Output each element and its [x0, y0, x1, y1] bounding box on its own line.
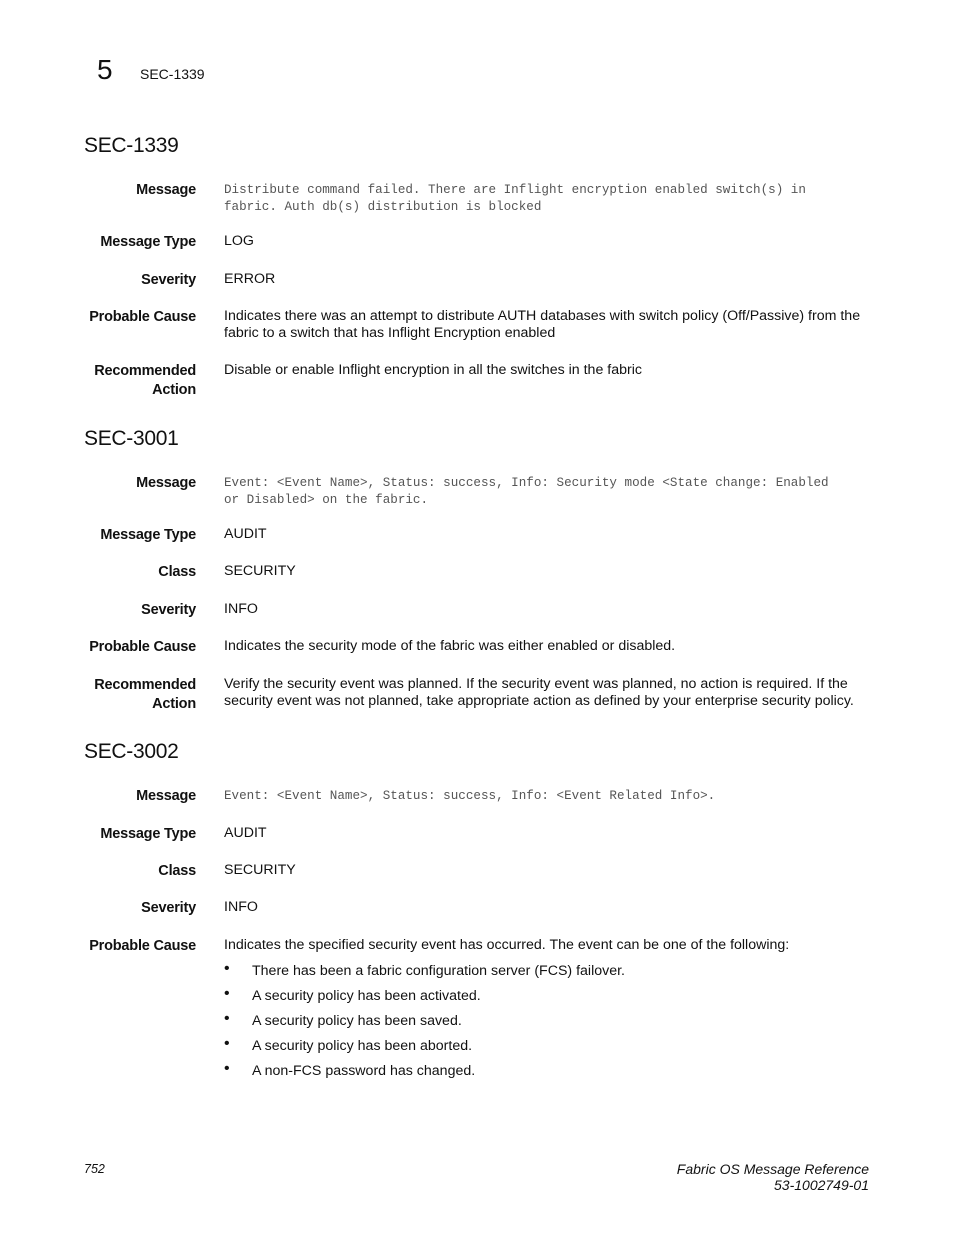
doc-number: 53-1002749-01: [774, 1177, 869, 1193]
bullet-icon: •: [224, 1010, 230, 1027]
message-value: [224, 182, 869, 216]
doc-title: Fabric OS Message Reference: [676, 1161, 869, 1177]
list-item-text: A security policy has been activated.: [252, 988, 481, 1004]
severity-label: Severity: [141, 272, 196, 288]
section-title: SEC-1339: [84, 134, 179, 157]
recommended-action-label: [60, 676, 196, 714]
severity-value: ERROR: [224, 271, 276, 287]
section-title: SEC-3001: [84, 427, 179, 450]
list-item: [224, 985, 864, 1013]
message-type-value: AUDIT: [224, 825, 267, 841]
recommended-action-value: [224, 676, 869, 710]
bullet-icon: •: [224, 1035, 230, 1052]
label-line: Action: [152, 696, 196, 712]
message-label: Message: [136, 182, 196, 198]
severity-value: INFO: [224, 601, 258, 617]
probable-cause-label: Probable Cause: [89, 938, 196, 954]
message-type-label: Message Type: [100, 234, 196, 250]
bullet-icon: •: [224, 985, 230, 1002]
recommended-action-value: [224, 362, 869, 379]
chapter-number: 5: [97, 54, 113, 85]
list-item-text: There has been a fabric configuration server (FCS) failover.: [252, 963, 625, 979]
list-item: [224, 960, 864, 988]
severity-value: INFO: [224, 899, 258, 915]
message-label: Message: [136, 475, 196, 491]
list-item: [224, 1035, 864, 1063]
bullet-icon: •: [224, 960, 230, 977]
message-line: Event: <Event Name>, Status: success, Info: Security mode <State change: Enabled: [224, 476, 829, 490]
message-value: [224, 788, 869, 805]
list-item: [224, 1010, 864, 1038]
running-title: SEC-1339: [140, 66, 205, 82]
cause-line: Indicates the specified security event has occurred. The event can be one of the following:: [224, 937, 790, 953]
label-line: Recommended: [94, 363, 196, 379]
class-label: Class: [158, 863, 196, 879]
message-type-label: Message Type: [100, 527, 196, 543]
label-line: Action: [152, 382, 196, 398]
action-line: Disable or enable Inflight encryption in all the switches in the fabric: [224, 362, 642, 378]
message-type-value: AUDIT: [224, 526, 267, 542]
action-line: Verify the security event was planned. If the security event was planned, no action is required. If the: [224, 676, 848, 692]
list-item-text: A non-FCS password has changed.: [252, 1063, 476, 1079]
message-type-value: LOG: [224, 233, 254, 249]
list-item: [224, 1060, 864, 1088]
probable-cause-value: [224, 638, 869, 655]
message-line: fabric. Auth db(s) distribution is blocked: [224, 200, 542, 214]
message-value: [224, 475, 869, 509]
message-line: Event: <Event Name>, Status: success, Info: <Event Related Info>.: [224, 789, 716, 803]
cause-bullet-list: [224, 960, 864, 1088]
action-line: security event was not planned, take appropriate action as defined by your enterprise security policy.: [224, 693, 854, 709]
bullet-icon: •: [224, 1060, 230, 1077]
page-number: 752: [84, 1162, 105, 1176]
severity-label: Severity: [141, 900, 196, 916]
class-value: SECURITY: [224, 862, 296, 878]
doc-info: [677, 1161, 869, 1193]
probable-cause-value: [224, 937, 869, 954]
recommended-action-label: [60, 362, 196, 400]
class-value: SECURITY: [224, 563, 296, 579]
message-type-label: Message Type: [100, 826, 196, 842]
cause-line: Indicates the security mode of the fabric was either enabled or disabled.: [224, 638, 676, 654]
message-line: Distribute command failed. There are Inflight encryption enabled switch(s) in: [224, 183, 806, 197]
message-label: Message: [136, 788, 196, 804]
message-line: or Disabled> on the fabric.: [224, 493, 429, 507]
probable-cause-value: [224, 308, 869, 342]
cause-line: fabric to a switch that has Inflight Encryption enabled: [224, 325, 556, 341]
class-label: Class: [158, 564, 196, 580]
probable-cause-label: Probable Cause: [89, 309, 196, 325]
list-item-text: A security policy has been aborted.: [252, 1038, 473, 1054]
list-item-text: A security policy has been saved.: [252, 1013, 462, 1029]
cause-line: Indicates there was an attempt to distribute AUTH databases with switch policy (Off/Passive) from the: [224, 308, 861, 324]
probable-cause-label: Probable Cause: [89, 639, 196, 655]
section-title: SEC-3002: [84, 740, 179, 763]
severity-label: Severity: [141, 602, 196, 618]
label-line: Recommended: [94, 677, 196, 693]
